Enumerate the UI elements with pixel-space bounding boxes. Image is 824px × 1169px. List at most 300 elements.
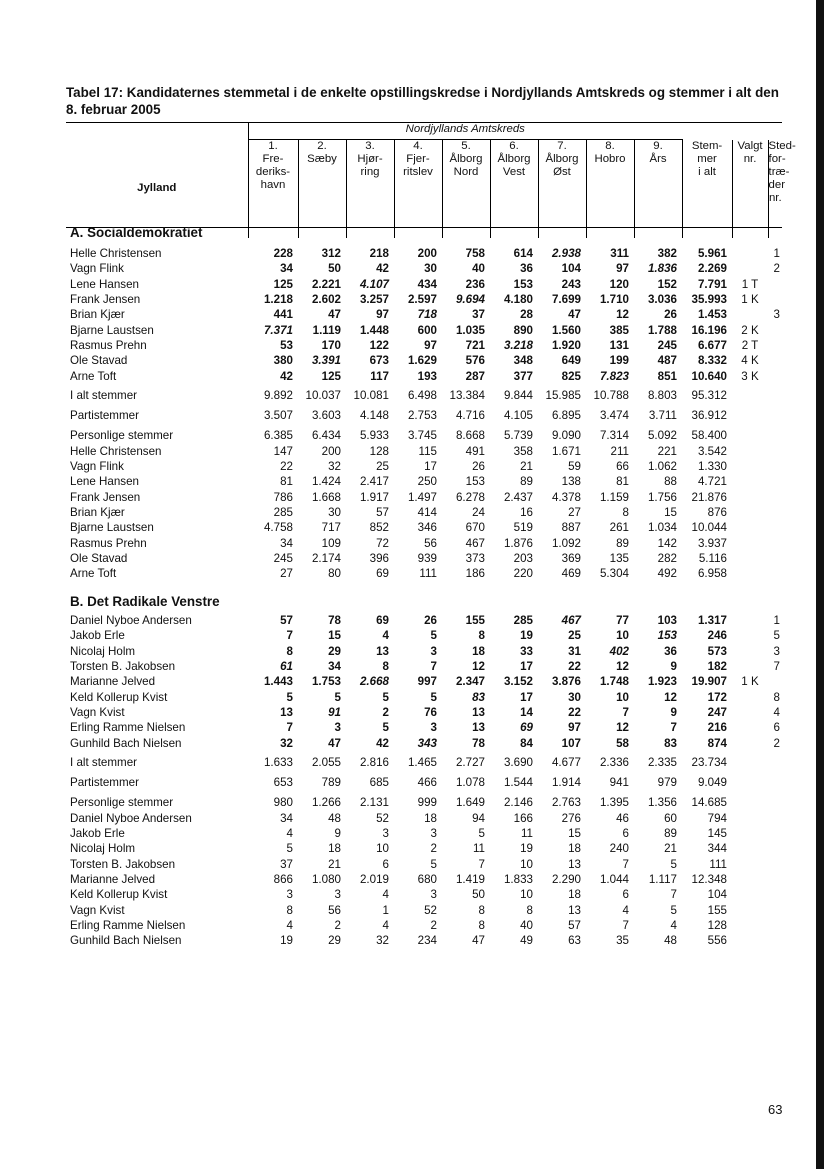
- value-cell: 36.912: [691, 409, 727, 423]
- value-cell: 245: [273, 551, 293, 565]
- value-cell: 2.602: [311, 293, 341, 307]
- value-cell: 1.080: [311, 873, 341, 886]
- value-cell: 221: [657, 444, 677, 458]
- value-cell: 5.961: [697, 247, 727, 261]
- personal-candidate-row: [66, 474, 782, 489]
- value-cell: 246: [707, 629, 727, 643]
- row-label: Marianne Jelved: [70, 675, 156, 689]
- value-cell: 890: [513, 323, 533, 337]
- value-cell: 2: [334, 918, 341, 932]
- row-label: Keld Kollerup Kvist: [70, 690, 168, 704]
- value-cell: 37: [280, 857, 293, 871]
- value-cell: 57: [568, 918, 581, 932]
- valgt-cell: [732, 841, 768, 856]
- value-cell: 19: [280, 934, 293, 948]
- value-cell: 152: [657, 277, 677, 291]
- sted-cell: [768, 368, 782, 383]
- sted-cell: [768, 771, 782, 791]
- candidate-row: [66, 307, 782, 322]
- value-cell: 786: [273, 490, 293, 504]
- value-cell: 358: [513, 444, 533, 458]
- value-cell: 10.081: [353, 389, 389, 403]
- value-cell: 287: [465, 369, 485, 383]
- value-cell: 12.348: [691, 873, 727, 886]
- value-cell: 83: [472, 690, 485, 704]
- value-cell: 980: [273, 796, 293, 810]
- value-cell: 466: [417, 776, 437, 790]
- value-cell: 8: [526, 903, 533, 917]
- value-cell: 25: [568, 629, 581, 643]
- value-cell: 111: [709, 857, 727, 871]
- value-cell: 30: [568, 690, 581, 704]
- row-label: Helle Christensen: [70, 444, 162, 458]
- row-label: Partistemmer: [70, 776, 139, 790]
- value-cell: 2.347: [455, 675, 485, 689]
- value-cell: 14.685: [691, 796, 727, 810]
- value-cell: 7: [478, 857, 485, 871]
- value-cell: 344: [707, 842, 727, 856]
- value-cell: 8.668: [455, 429, 485, 443]
- value-cell: 3: [430, 644, 437, 658]
- valgt-cell: [732, 444, 768, 459]
- valgt-cell: 1 T: [741, 277, 759, 291]
- value-cell: 5: [670, 903, 677, 917]
- value-cell: 1.788: [647, 323, 677, 337]
- value-cell: 69: [376, 614, 389, 628]
- section-a-table: [66, 246, 782, 581]
- value-cell: 1.266: [311, 796, 341, 810]
- value-cell: 115: [418, 444, 437, 458]
- value-cell: 285: [273, 506, 293, 519]
- value-cell: 2.816: [359, 756, 389, 770]
- value-cell: 1.159: [599, 490, 629, 504]
- candidate-row: [66, 338, 782, 353]
- value-cell: 3: [382, 827, 389, 841]
- value-cell: 94: [472, 811, 485, 825]
- value-cell: 3.745: [407, 429, 437, 443]
- personal-candidate-row: [66, 918, 782, 933]
- value-cell: 83: [664, 736, 677, 750]
- value-cell: 1.035: [455, 323, 485, 337]
- value-cell: 7: [670, 888, 677, 902]
- value-cell: 9: [670, 705, 677, 719]
- candidate-row: [66, 613, 782, 628]
- sted-cell: 1: [773, 247, 780, 261]
- value-cell: 52: [424, 903, 437, 917]
- value-cell: 519: [513, 521, 533, 535]
- value-cell: 2.753: [407, 409, 437, 423]
- value-cell: 56: [328, 903, 341, 917]
- row-label: Torsten B. Jakobsen: [70, 660, 176, 674]
- value-cell: 1.497: [407, 490, 437, 504]
- value-cell: 34: [280, 811, 293, 825]
- valgt-cell: [732, 246, 768, 261]
- value-cell: 5: [670, 857, 677, 871]
- value-cell: 2.335: [647, 756, 677, 770]
- candidate-row: [66, 353, 782, 368]
- personal-candidate-row: [66, 535, 782, 550]
- value-cell: 24: [472, 506, 485, 519]
- value-cell: 7: [622, 857, 629, 871]
- row-label: Erling Ramme Nielsen: [70, 918, 186, 932]
- row-label: Erling Ramme Nielsen: [70, 721, 186, 735]
- value-cell: 5: [430, 690, 437, 704]
- sted-cell: 2: [773, 736, 780, 750]
- value-cell: 282: [657, 551, 677, 565]
- valgt-cell: 1 K: [741, 293, 759, 307]
- value-cell: 1.633: [263, 756, 293, 770]
- value-cell: 1.753: [311, 675, 341, 689]
- value-cell: 15: [664, 506, 677, 519]
- sted-cell: [768, 520, 782, 535]
- value-cell: 19.907: [691, 675, 727, 689]
- value-cell: 1.448: [359, 323, 389, 337]
- sted-cell: [768, 551, 782, 566]
- value-cell: 4: [382, 888, 389, 902]
- value-cell: 373: [465, 551, 485, 565]
- row-label: Personlige stemmer: [70, 796, 174, 810]
- value-cell: 1.833: [503, 873, 533, 886]
- value-cell: 9: [670, 660, 677, 674]
- col-header-line: nr.: [768, 191, 782, 204]
- value-cell: 6: [382, 857, 389, 871]
- sted-cell: [768, 338, 782, 353]
- value-cell: 491: [465, 444, 485, 458]
- col-header-line: der: [768, 178, 786, 191]
- valgt-cell: [732, 404, 768, 424]
- value-cell: 4: [286, 918, 293, 932]
- value-cell: 97: [568, 721, 581, 735]
- value-cell: 13.384: [449, 389, 485, 403]
- value-cell: 29: [328, 644, 341, 658]
- value-cell: 10: [616, 629, 629, 643]
- value-cell: 147: [273, 444, 293, 458]
- sted-cell: [768, 424, 782, 444]
- col-header-line: Nord: [453, 166, 479, 178]
- value-cell: 3.876: [551, 675, 581, 689]
- value-cell: 17: [520, 690, 533, 704]
- value-cell: 673: [369, 354, 389, 368]
- value-cell: 91: [328, 705, 341, 719]
- col-header-line: 6.: [509, 140, 519, 152]
- value-cell: 1.649: [455, 796, 485, 810]
- col-header: [442, 140, 490, 238]
- value-cell: 4: [622, 903, 629, 917]
- value-cell: 66: [616, 460, 629, 474]
- value-cell: 32: [376, 934, 389, 948]
- value-cell: 1: [382, 903, 389, 917]
- value-cell: 7: [622, 918, 629, 932]
- col-header-line: ritslev: [403, 166, 433, 178]
- value-cell: 12: [616, 308, 629, 322]
- value-cell: 47: [328, 308, 341, 322]
- value-cell: 874: [707, 736, 727, 750]
- value-cell: 434: [417, 277, 437, 291]
- candidate-row: [66, 628, 782, 643]
- value-cell: 57: [376, 506, 389, 519]
- value-cell: 2: [430, 842, 437, 856]
- value-cell: 9.892: [263, 389, 293, 403]
- value-cell: 887: [561, 521, 581, 535]
- sted-cell: [768, 902, 782, 917]
- col-header-line: 8.: [605, 140, 615, 152]
- value-cell: 34: [280, 262, 293, 276]
- value-cell: 717: [321, 521, 341, 535]
- value-cell: 2.146: [503, 796, 533, 810]
- value-cell: 52: [376, 811, 389, 825]
- value-cell: 1.671: [551, 444, 581, 458]
- value-cell: 7.371: [263, 323, 293, 337]
- value-cell: 18: [568, 842, 581, 856]
- table-title: Tabel 17: Kandidaternes stemmetal i de enkelte opstillingskredse i Nordjyllands Amtskreds og stemmer i alt den 8. februar 2005: [66, 85, 779, 117]
- value-cell: 825: [561, 369, 581, 383]
- value-cell: 76: [424, 705, 437, 719]
- value-cell: 5: [334, 690, 341, 704]
- value-cell: 10.037: [305, 389, 341, 403]
- personal-candidate-row: [66, 459, 782, 474]
- value-cell: 6: [622, 827, 629, 841]
- section-title: A. Socialdemokratiet: [70, 225, 203, 240]
- sted-cell: [768, 566, 782, 581]
- row-label: Nicolaj Holm: [70, 842, 136, 856]
- value-cell: 200: [417, 247, 437, 261]
- value-cell: 5: [286, 690, 293, 704]
- personal-candidate-row: [66, 811, 782, 826]
- col-header: [634, 140, 682, 238]
- value-cell: 3.036: [647, 293, 677, 307]
- col-header-line: 2.: [317, 140, 327, 152]
- value-cell: 19: [520, 842, 533, 856]
- col-header-line: 4.: [413, 140, 423, 152]
- col-header-line: Sted-: [768, 139, 796, 152]
- value-cell: 3.603: [311, 409, 341, 423]
- total-row: [66, 384, 782, 404]
- value-cell: 28: [520, 308, 533, 322]
- value-cell: 7.823: [599, 369, 629, 383]
- value-cell: 1.668: [311, 490, 341, 504]
- value-cell: 3.507: [263, 409, 293, 423]
- value-cell: 1.920: [551, 338, 581, 352]
- value-cell: 5.116: [698, 551, 727, 565]
- value-cell: 5.933: [359, 429, 389, 443]
- value-cell: 125: [273, 277, 293, 291]
- value-cell: 5.304: [599, 567, 629, 581]
- row-label: Vagn Kvist: [70, 903, 125, 917]
- section-b-table: [66, 596, 782, 948]
- value-cell: 999: [417, 796, 437, 810]
- value-cell: 979: [657, 776, 677, 790]
- value-cell: 7.791: [697, 277, 727, 291]
- value-cell: 10: [376, 842, 389, 856]
- value-cell: 3: [334, 888, 341, 902]
- value-cell: 4.677: [551, 756, 581, 770]
- value-cell: 12: [472, 660, 485, 674]
- personal-candidate-row: [66, 933, 782, 948]
- valgt-cell: [732, 474, 768, 489]
- value-cell: 5.739: [503, 429, 533, 443]
- candidate-row: [66, 644, 782, 659]
- candidate-row: [66, 659, 782, 674]
- value-cell: 32: [328, 460, 341, 474]
- value-cell: 487: [657, 354, 677, 368]
- value-cell: 138: [561, 475, 581, 489]
- value-cell: 57: [280, 614, 293, 628]
- value-cell: 1.710: [599, 293, 629, 307]
- value-cell: 128: [369, 444, 389, 458]
- value-cell: 81: [616, 475, 629, 489]
- personal-candidate-row: [66, 444, 782, 459]
- value-cell: 47: [568, 308, 581, 322]
- col-header-line: nr.: [743, 152, 757, 165]
- valgt-cell: [732, 689, 768, 704]
- row-label: Rasmus Prehn: [70, 338, 147, 352]
- col-header-line: for-: [768, 152, 786, 165]
- candidate-row: [66, 261, 782, 276]
- sted-cell: [768, 857, 782, 872]
- page-number: 63: [768, 1102, 783, 1117]
- personal-votes-row: [66, 424, 782, 444]
- value-cell: 8.803: [647, 389, 677, 403]
- value-cell: 13: [376, 644, 389, 658]
- value-cell: 125: [321, 369, 341, 383]
- value-cell: 614: [513, 247, 533, 261]
- candidate-row: [66, 292, 782, 307]
- value-cell: 17: [520, 660, 533, 674]
- value-cell: 170: [321, 338, 341, 352]
- value-cell: 1.876: [503, 536, 533, 550]
- value-cell: 556: [707, 934, 727, 948]
- value-cell: 2.597: [407, 293, 437, 307]
- sted-cell: [768, 444, 782, 459]
- value-cell: 670: [465, 521, 485, 535]
- value-cell: 1.062: [647, 460, 677, 474]
- value-cell: 122: [369, 338, 389, 352]
- value-cell: 40: [472, 262, 485, 276]
- col-header: [298, 140, 346, 238]
- value-cell: 30: [328, 506, 341, 519]
- value-cell: 4: [670, 918, 677, 932]
- value-cell: 182: [707, 660, 727, 674]
- value-cell: 153: [465, 475, 485, 489]
- personal-candidate-row: [66, 857, 782, 872]
- valgt-cell: [732, 826, 768, 841]
- value-cell: 2.727: [455, 756, 485, 770]
- value-cell: 13: [568, 903, 581, 917]
- value-cell: 10.044: [691, 521, 727, 535]
- value-cell: 6.278: [455, 490, 485, 504]
- candidate-row: [66, 246, 782, 261]
- value-cell: 721: [465, 338, 485, 352]
- value-cell: 18: [424, 811, 437, 825]
- value-cell: 220: [513, 567, 533, 581]
- value-cell: 1.356: [647, 796, 677, 810]
- value-cell: 34: [280, 536, 293, 550]
- value-cell: 1.034: [647, 521, 677, 535]
- row-label: Frank Jensen: [70, 293, 141, 307]
- value-cell: 10: [520, 857, 533, 871]
- value-cell: 5: [286, 842, 293, 856]
- value-cell: 17: [424, 460, 437, 474]
- col-header-line: Ålborg: [545, 153, 579, 165]
- valgt-cell: [732, 887, 768, 902]
- value-cell: 3.474: [599, 409, 629, 423]
- value-cell: 4: [286, 827, 293, 841]
- personal-candidate-row: [66, 826, 782, 841]
- value-cell: 26: [472, 460, 485, 474]
- value-cell: 6.498: [407, 389, 437, 403]
- value-cell: 1.218: [263, 293, 293, 307]
- col-header-line: Hjør-: [357, 153, 383, 165]
- value-cell: 4.180: [503, 293, 533, 307]
- value-cell: 8: [478, 629, 485, 643]
- value-cell: 60: [664, 811, 677, 825]
- value-cell: 19: [520, 629, 533, 643]
- row-label: Rasmus Prehn: [70, 536, 147, 550]
- value-cell: 5: [430, 629, 437, 643]
- value-cell: 211: [610, 444, 629, 458]
- valgt-cell: 3 K: [741, 369, 759, 383]
- valgt-cell: [732, 551, 768, 566]
- col-header: [248, 140, 298, 238]
- value-cell: 1.419: [455, 873, 485, 886]
- party-votes-row: [66, 771, 782, 791]
- value-cell: 1.395: [599, 796, 629, 810]
- region-label: Jylland: [137, 182, 177, 194]
- value-cell: 2.763: [551, 796, 581, 810]
- row-label: I alt stemmer: [70, 756, 137, 770]
- value-cell: 29: [328, 934, 341, 948]
- valgt-cell: 4 K: [741, 354, 759, 368]
- row-label: Lene Hansen: [70, 475, 139, 489]
- value-cell: 47: [472, 934, 485, 948]
- value-cell: 369: [561, 551, 581, 565]
- value-cell: 22: [280, 460, 293, 474]
- col-header-line: 5.: [461, 140, 471, 152]
- value-cell: 10: [616, 690, 629, 704]
- col-header-line: i alt: [698, 165, 716, 178]
- value-cell: 1.923: [647, 675, 677, 689]
- col-header-line: Ålborg: [449, 153, 483, 165]
- sted-cell: [768, 826, 782, 841]
- value-cell: 80: [328, 567, 341, 581]
- value-cell: 5: [382, 690, 389, 704]
- value-cell: 467: [561, 614, 581, 628]
- value-cell: 3: [430, 888, 437, 902]
- value-cell: 13: [472, 705, 485, 719]
- sted-cell: [768, 292, 782, 307]
- sted-cell: [768, 474, 782, 489]
- value-cell: 851: [657, 369, 677, 383]
- value-cell: 8: [286, 644, 293, 658]
- value-cell: 22: [568, 705, 581, 719]
- value-cell: 3: [430, 827, 437, 841]
- valgt-cell: [732, 857, 768, 872]
- col-header-line: Års: [649, 153, 667, 165]
- col-header-line: 3.: [365, 140, 375, 152]
- value-cell: 794: [707, 811, 727, 825]
- valgt-cell: [732, 384, 768, 404]
- value-cell: 186: [465, 567, 485, 581]
- value-cell: 107: [561, 736, 581, 750]
- value-cell: 6.434: [311, 429, 341, 443]
- col-header: [732, 140, 768, 238]
- value-cell: 6.895: [551, 409, 581, 423]
- value-cell: 3: [334, 721, 341, 735]
- valgt-cell: [732, 490, 768, 505]
- col-header-line: Valgt: [737, 139, 763, 152]
- candidate-row: [66, 674, 782, 689]
- value-cell: 9.844: [503, 389, 533, 403]
